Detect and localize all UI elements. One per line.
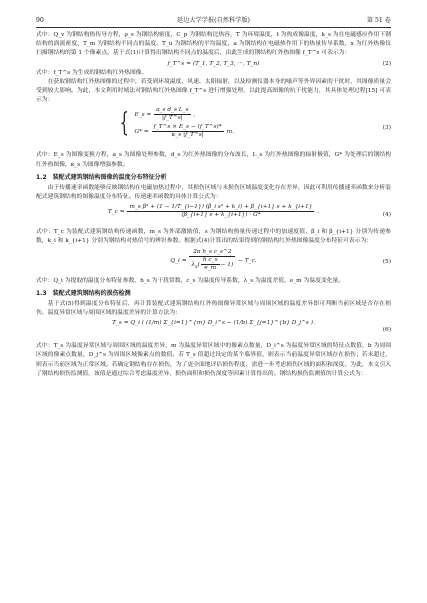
equation-lhs: T_c = [107,209,125,216]
equation-line [135,107,234,122]
journal-title: 延边大学学报(自然科学版) [177,17,250,24]
equation-5 [36,249,391,275]
paragraph: 在获取钢结构红外热图像的过程中，若受到环境温度、风速、太阳辐射，以及检测仪器本身的噪声等外界因素的干扰时，其图像质量会受到较大影响。为此，本文利用时域法对钢结构红外热图像 f_T^s 进行增强处理，以此提高图像的抗干扰能力，其具体处理过程[15] 可表示为： [36,78,391,104]
fraction [154,107,190,122]
equation-2 [36,61,391,67]
equation-lhs: G* = [134,129,149,136]
paragraph: 式中：E_s 为图像变换方程，a_s 为图像处理参数，d_s 为红外热图像的分布波长，L_s 为红外热图像的辐射极值，G* 为处理后的钢结构红外热图像，κ_s 为图像增强参数。 [36,152,391,168]
equation-6 [36,320,391,340]
section-heading: 1.3 装配式建筑钢结构的损伤检测 [36,289,131,297]
equation-tail: . [317,209,320,216]
denominator: κ_s |f_T^s| [171,132,204,139]
denominator: $\lambda_s$( $\frac{\text{h c\_s}}{e\_m}$ − 1) [191,256,234,271]
equation-3 [36,107,391,149]
paragraph: 式中：T_s 为温度异常区域与周围区域的温度差异，m 为温度异常区域中的像素点数量，D_i^s 为温度异常区域的特征点数值，b 为周围区域的像素点数量，D_j^s 为周围区域像素点的数值，若 T_s 值超过设定的某个临界值，则表示当前温度异常区域存在损伤；若未超过，则表示当前区域为正常区域。若确定钢结构存在损伤，为了更全面地评估损伤程度，需进一步考虑损伤区域的面积和深度。为此，本文引入了钢结构损伤监测值，该值是通过综合考虑温度差异、损伤面积和损伤深度等因素计算得出的。钢结构损伤监测值的计算公式为： [36,343,391,377]
numerator: f_T^s × E_s − (f_T^s)* [153,124,222,131]
numerator: a_s d_s L_s [156,107,189,114]
paragraph: 式中：Q_i 为提取的温度分布特征参数，h_s 为干扰常数，c_s 为温度传导系数，λ_s 为温度差值，e_m 为温度变化量。 [36,277,345,284]
paragraph: 基于式(5)得到温度分布特征后，再计算装配式建筑钢结构红外热图像异常区域与周围区域的温度差异即可判断当前区域是否存在损伤。温度异常区域与周围区域的温度差异的计算方法为： [36,300,391,317]
denominator: |f_T^s| [162,115,183,122]
denominator: e_m [204,264,217,271]
equation-lhs: T_s = Q_i [112,320,140,327]
fraction [152,124,224,139]
fraction [189,249,235,272]
paragraph: 式中：f_T^s 为生成的钢结构红外热图像。 [36,69,148,76]
equation-body: f_T^s = (T_1, T_2, T_3, ···, T_n) [167,60,260,67]
equation-tail: − T_c. [238,257,257,264]
running-header [36,12,391,28]
equation-4 [36,204,391,226]
equation-lhs: Q_i = [170,257,187,264]
numerator: h c_s [202,256,218,263]
equation-tail: , [193,112,196,119]
equation-line [135,124,234,139]
equation-number: (3) [382,125,391,132]
inner-fraction [201,257,220,272]
paragraph: 式中：Q_v 为钢结构热传导方程，ρ_s 为钢结构密度，C_p 为钢结构比热容，T 为环境温度，t 为热成像温度，k_s 为在电磁感应作用下钢结构的涡流密度，T_m 为钢结构不同点的温度，T_u 为钢结构的平均温度，a 为钢结构在电磁热作用下的热量传导系数，x 为红外热像仪扫描钢结构的第 1 个像素点。基于式(1)计算得出钢结构不同点的温度后，由此生成的钢结构红外热图像 f_T^s 可表示为： [36,32,391,57]
equation-number: (6) [382,327,391,334]
volume-label: 第 51 卷 [366,17,391,24]
article-body [36,31,391,379]
equation-rhs: ( (1/m) Σ_{i=1}^{m} D_i^s − (1/b) Σ_{j=1}^{b} D_j^s ). [141,320,315,327]
equation-number: (4) [382,212,391,219]
denominator: (β_{i+1} s + k_{i+1}) · G* [181,212,261,219]
equation-body [108,204,319,219]
equation-body [170,249,256,272]
numerator: m_s β³ + (1 − 1/T_{i−1}) (β_i s³ + k_i) + β_{i+1} s + k_{i+1} [129,204,313,211]
paragraph: 式中：T_c 为装配式建筑钢结构传递函数，m_s 为外部激励值，s 为钢结构热量传递过程中的加速度值，β_i 和 β_{i+1} 分别为传递参数，k_i 和 k_{i+1} 分别为钢结构对热信号的辨识参数。根据式(4)计算出的结果得到的钢结构红外热图像温度分布特征可表示为： [36,229,391,245]
equation-body [112,320,315,326]
equation-lhs: E_s = [134,112,152,119]
left-brace: { [119,108,129,139]
equation-lines [135,107,234,139]
fraction [127,204,314,219]
paragraph: 由于传播速率函数能够反映钢结构在电磁加热过程中，其损伤区域与未损伤区域温度变化存在差异，因此可利用传播速率函数来分析装配式建筑钢结构的图像温度分布特征。传递速率函数的具体计算公式为： [36,184,391,201]
equation-system [36,107,391,139]
equation-number: (5) [382,258,391,265]
numerator: 2π h_s c_s^2 [189,249,235,257]
equation-tail: m. [226,129,234,136]
page-number: 90 [36,17,44,24]
equation-number: (2) [382,60,391,67]
section-heading: 1.2 装配式建筑钢结构图像的温度分布特征分析 [36,173,167,181]
